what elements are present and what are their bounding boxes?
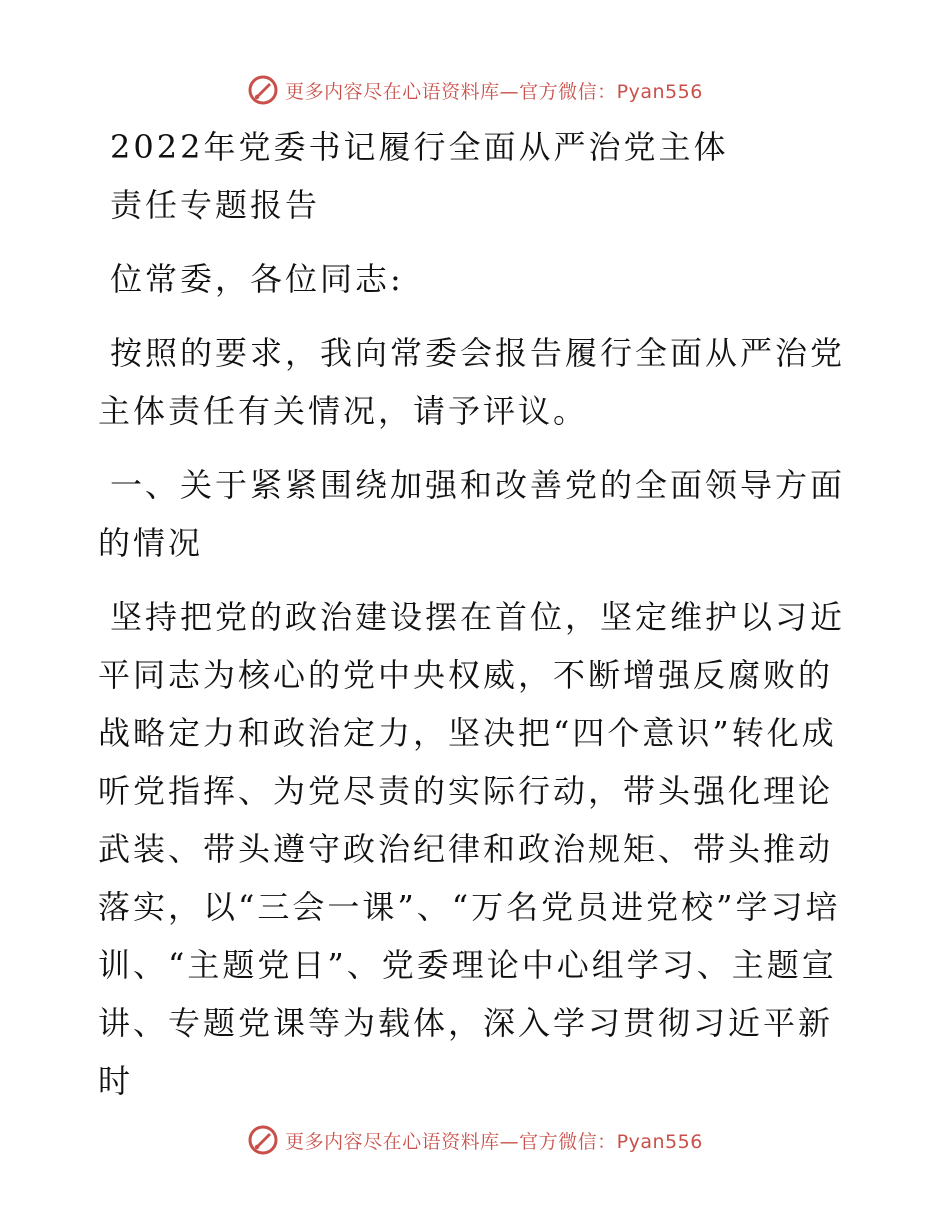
watermark-text: 更多内容尽在心语资料库—官方微信：Pyan556	[285, 80, 703, 103]
document-title-line-1: 2022年党委书记履行全面从严治党主体	[110, 128, 729, 166]
watermark-header	[0, 70, 950, 110]
salutation: 位常委，各位同志:	[110, 260, 404, 298]
ink-brush-circle-icon	[247, 1124, 279, 1156]
document-title-line-2: 责任专题报告	[110, 186, 321, 224]
watermark-text: 更多内容尽在心语资料库—官方微信：Pyan556	[285, 1130, 703, 1153]
section-1-paragraph: 坚持把党的政治建设摆在首位，坚定维护以习近平同志为核心的党中央权威，不断增强反腐败的战略定力和政治定力，坚决把“四个意识”转化成听党指挥、为党尽责的实际行动，带头强化理论武装、带头遵守政治纪律和政治规矩、带头推动落实，以“三会一课”、“万名党员进党校”学习培训、“主题党日”、党委理论中心组学习、主题宣讲、专题党课等为载体，深入学习贯彻习近平新时	[98, 598, 846, 1100]
section-1-heading: 一、关于紧紧围绕加强和改善党的全面领导方面的情况	[98, 466, 846, 562]
document-body	[98, 118, 858, 1110]
watermark-footer	[0, 1120, 950, 1160]
intro-paragraph: 按照的要求，我向常委会报告履行全面从严治党主体责任有关情况，请予评议。	[98, 334, 846, 430]
ink-brush-circle-icon	[247, 74, 279, 106]
